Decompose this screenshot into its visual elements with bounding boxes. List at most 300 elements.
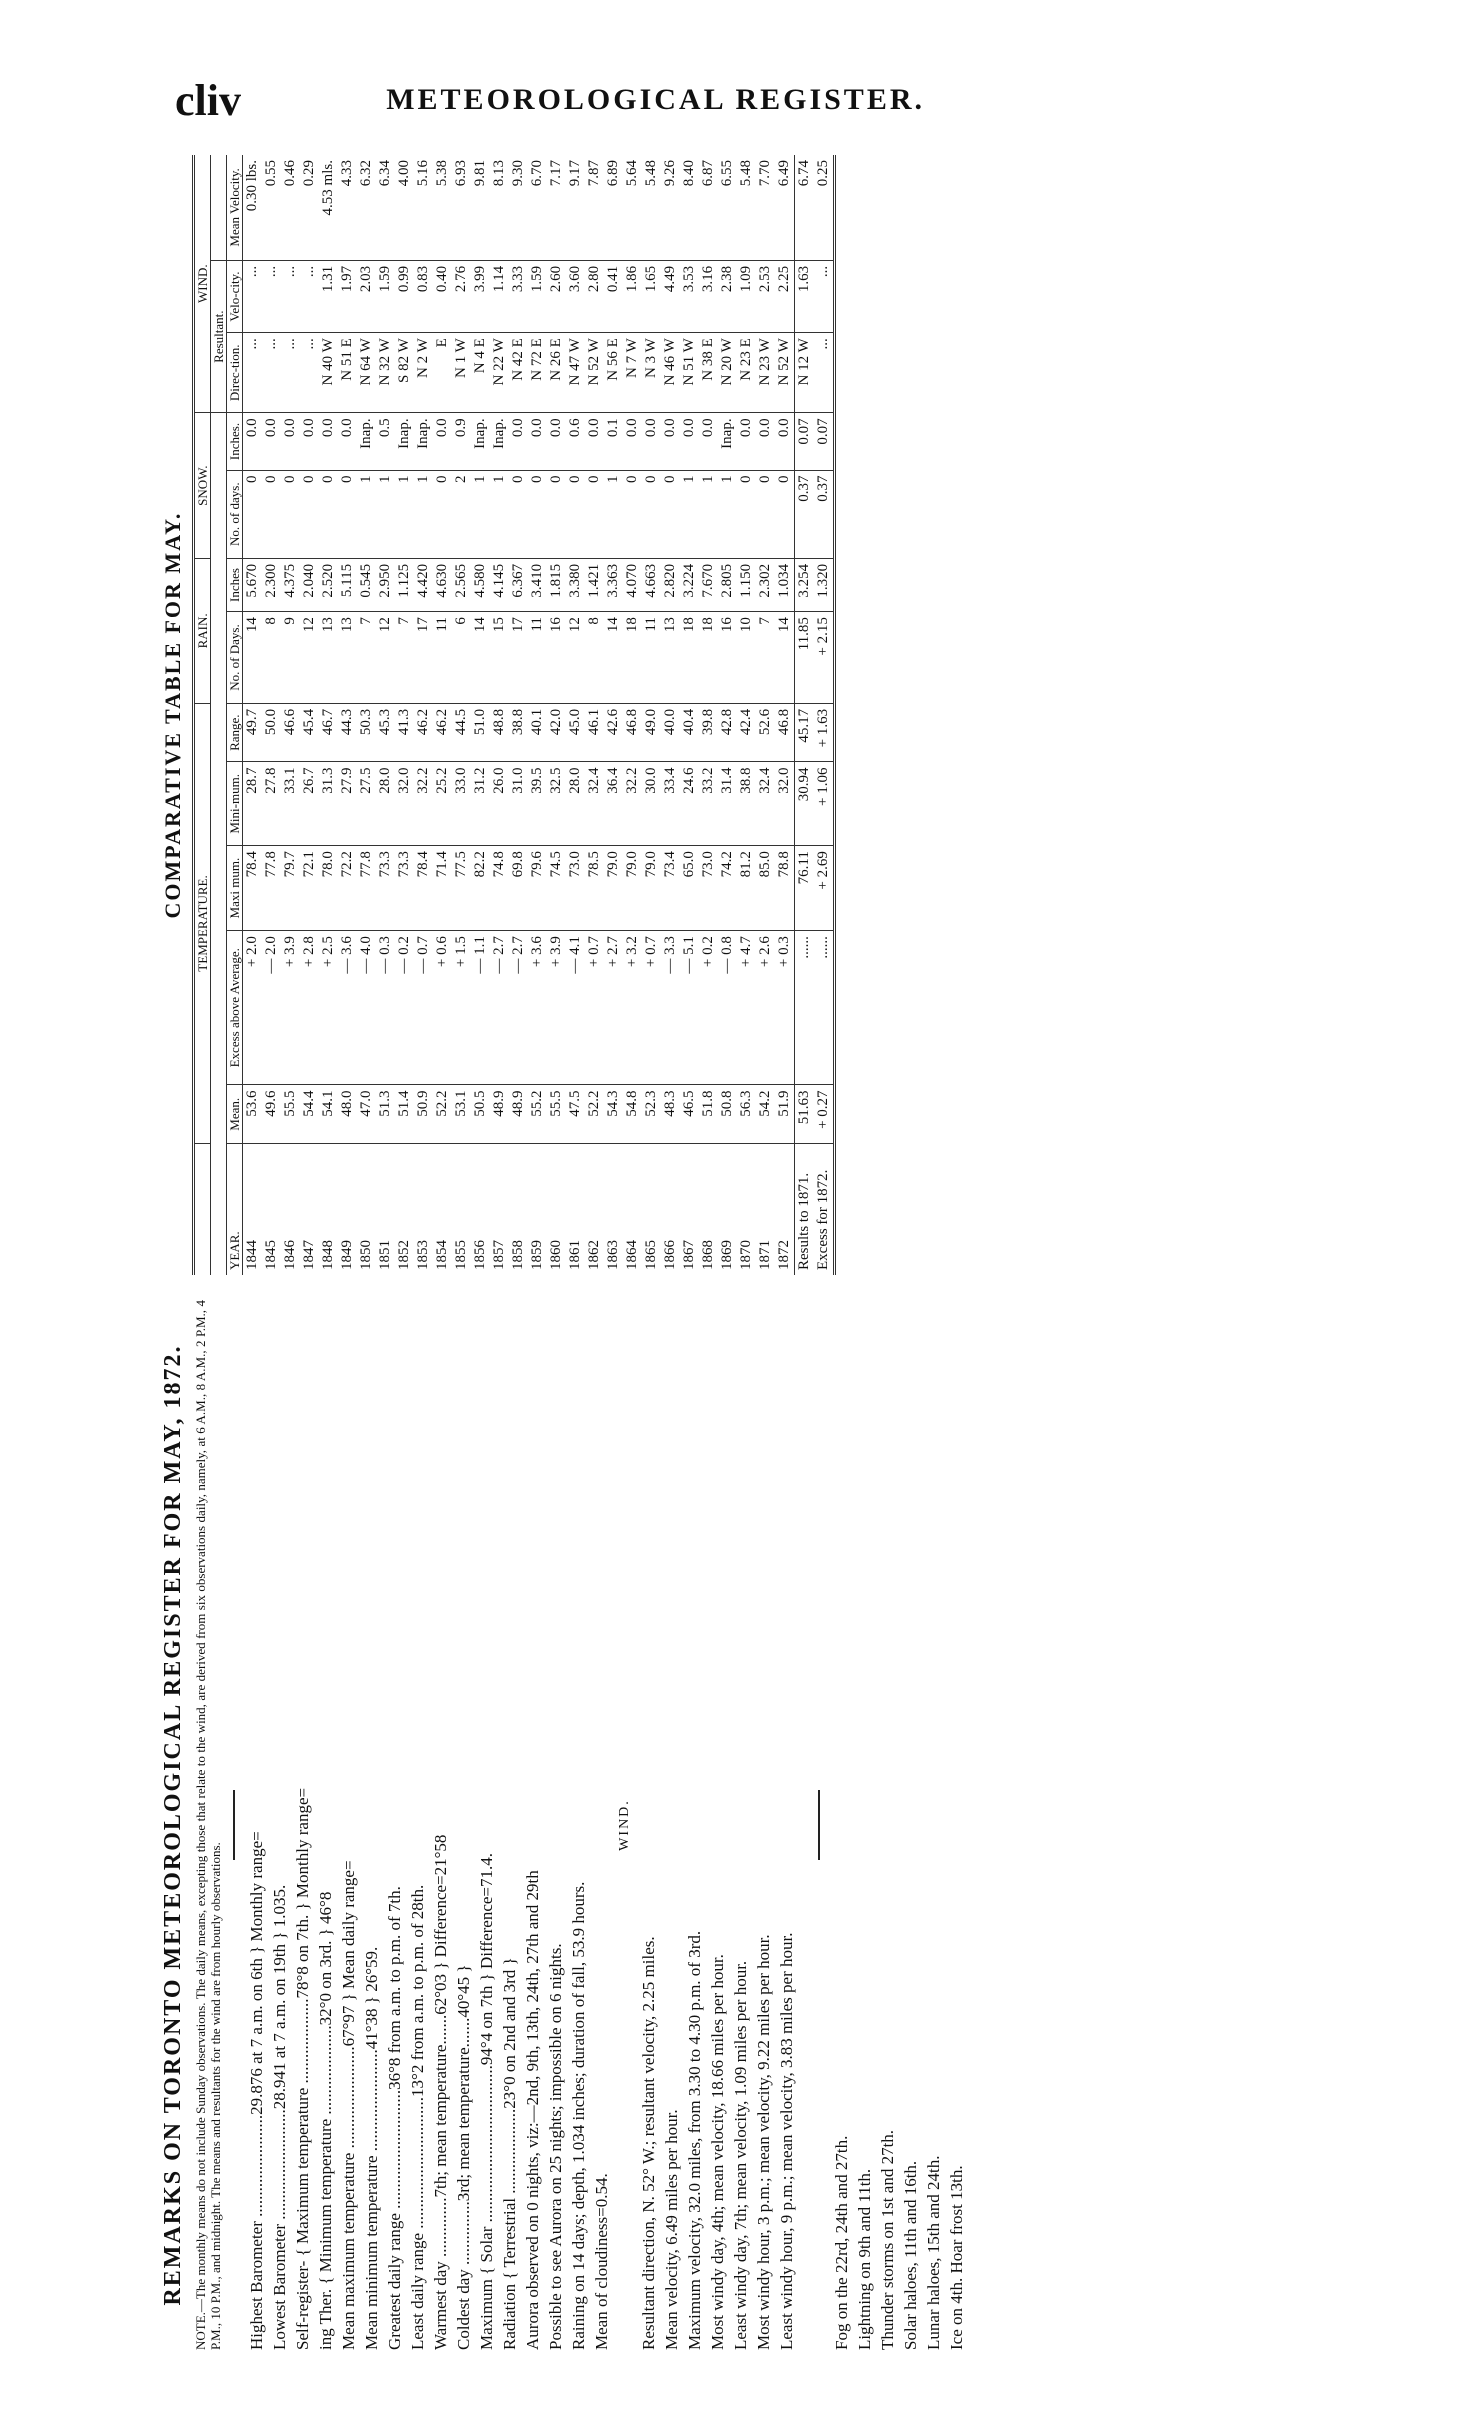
remark-line: Mean velocity, 6.49 miles per hour. <box>662 2109 681 2350</box>
cell-range: 44.5 <box>452 703 471 762</box>
cell-range: 39.8 <box>699 703 718 762</box>
cell-rain-days: 13 <box>338 612 357 704</box>
cell-excess-above-average: — 1.1 <box>471 931 490 1085</box>
remark-line: Possible to see Aurora on 25 nights; impossible on 6 nights. <box>546 1943 565 2350</box>
column-header-mean: Mean. <box>227 1085 243 1144</box>
cell-year: 1869 <box>719 1240 735 1270</box>
cell-wind-direction: ... <box>243 333 263 413</box>
cell-year: 1855 <box>453 1240 469 1270</box>
table-row <box>338 155 357 1275</box>
cell-year: 1848 <box>320 1240 336 1270</box>
cell-range: 45.4 <box>300 703 319 762</box>
cell-minimum: + 1.06 <box>814 762 835 846</box>
cell-mean: 46.5 <box>680 1085 699 1144</box>
cell-wind-direction: N 51 E <box>338 333 357 413</box>
cell-snow-inches: 0.0 <box>756 413 775 470</box>
cell-range: 46.7 <box>319 703 338 762</box>
cell-range: 49.0 <box>642 703 661 762</box>
cell-snow-days: 1 <box>414 470 433 558</box>
cell-rain-inches: 2.805 <box>718 558 737 611</box>
remark-line: Lunar haloes, 15th and 24th. <box>924 2155 943 2350</box>
cell-range: 51.0 <box>471 703 490 762</box>
cell-wind-velocity: ... <box>281 260 300 332</box>
cell-rain-days: 8 <box>585 612 604 704</box>
cell-minimum: 32.2 <box>414 762 433 846</box>
cell-maximum: 78.4 <box>414 846 433 931</box>
cell-maximum: 73.4 <box>661 846 680 931</box>
cell-rain-inches: 4.420 <box>414 558 433 611</box>
cell-snow-days: 1 <box>699 470 718 558</box>
table-row <box>357 155 376 1275</box>
cell-year: 1847 <box>301 1240 317 1270</box>
cell-mean: 47.5 <box>566 1085 585 1144</box>
cell-mean-velocity: 5.64 <box>623 155 642 260</box>
cell-range: 50.0 <box>262 703 281 762</box>
cell-wind-velocity: 2.53 <box>756 260 775 332</box>
cell-wind-velocity: 0.40 <box>433 260 452 332</box>
cell-snow-inches: 0.0 <box>528 413 547 470</box>
cell-snow-inches: 0.9 <box>452 413 471 470</box>
cell-excess-above-average: — 2.0 <box>262 931 281 1085</box>
cell-rain-inches: 4.580 <box>471 558 490 611</box>
comparative-table-section <box>160 155 1320 1275</box>
cell-excess-above-average: + 4.7 <box>737 931 756 1085</box>
remark-line: Least daily range ...............................13°2 from a.m. to p.m. of 28th. <box>408 1884 427 2350</box>
cell-wind-velocity: 1.09 <box>737 260 756 332</box>
cell-rain-inches: 1.815 <box>547 558 566 611</box>
cell-wind-direction: N 38 E <box>699 333 718 413</box>
column-header-rain-inches: Inches <box>227 558 243 611</box>
cell-rain-inches: 2.302 <box>756 558 775 611</box>
cell-snow-inches: 0.5 <box>376 413 395 470</box>
cell-mean-velocity: 6.32 <box>357 155 376 260</box>
column-header-wind-velocity: Velo-city. <box>227 260 243 332</box>
cell-minimum: 32.2 <box>623 762 642 846</box>
cell-wind-velocity: 1.65 <box>642 260 661 332</box>
cell-range: 40.0 <box>661 703 680 762</box>
cell-mean-velocity: 4.33 <box>338 155 357 260</box>
remark-line: Aurora observed on 0 nights, viz:—2nd, 9th, 13th, 24th, 27th and 29th <box>523 1870 542 2350</box>
remark-line: Maximum { Solar .....................................94°4 on 7th } Difference=71.4. <box>477 1852 496 2350</box>
cell-wind-direction: N 32 W <box>376 333 395 413</box>
column-header-snow-days: No. of days. <box>227 470 243 558</box>
cell-wind-direction: ... <box>814 333 835 413</box>
cell-mean: 48.9 <box>509 1085 528 1144</box>
cell-wind-direction: N 7 W <box>623 333 642 413</box>
cell-snow-days: 0 <box>585 470 604 558</box>
column-header-maximum: Maxi mum. <box>227 846 243 931</box>
cell-rain-inches: 1.421 <box>585 558 604 611</box>
cell-wind-direction: N 22 W <box>490 333 509 413</box>
cell-snow-days: 1 <box>471 470 490 558</box>
cell-mean: 51.8 <box>699 1085 718 1144</box>
cell-minimum: 27.8 <box>262 762 281 846</box>
cell-snow-days: 2 <box>452 470 471 558</box>
cell-snow-inches: 0.0 <box>319 413 338 470</box>
cell-mean-velocity: 7.17 <box>547 155 566 260</box>
cell-excess-above-average: — 4.1 <box>566 931 585 1085</box>
cell-minimum: 27.5 <box>357 762 376 846</box>
cell-mean-velocity: 4.00 <box>395 155 414 260</box>
cell-mean-velocity: 6.55 <box>718 155 737 260</box>
cell-snow-days: 1 <box>376 470 395 558</box>
cell-snow-days: 0 <box>300 470 319 558</box>
cell-wind-direction: N 1 W <box>452 333 471 413</box>
cell-range: 38.8 <box>509 703 528 762</box>
remark-line: Maximum velocity, 32.0 miles, from 3.30 to 4.30 p.m. of 3rd. <box>685 1930 704 2350</box>
column-header-mean-velocity: Mean Velocity. <box>227 155 243 260</box>
cell-rain-days: + 2.15 <box>814 612 835 704</box>
cell-snow-days: 0 <box>243 470 263 558</box>
cell-mean: 54.8 <box>623 1085 642 1144</box>
remarks-note: NOTE.—The monthly means do not include Sunday observations. The daily means, excepting those that relate to the wind, are derived from six observations daily, namely, at 6 A.M., 8 A.M., 2 P.M., 4 P.M., 10 P.M., and midnight. The means and resultants for the wind are from hourly observations. <box>193 1300 223 2350</box>
remark-line: Mean maximum temperature ........................67°97 } Mean daily range= <box>339 1860 358 2350</box>
cell-maximum: 71.4 <box>433 846 452 931</box>
excess-row <box>814 155 835 1275</box>
cell-minimum: 28.0 <box>376 762 395 846</box>
cell-mean: 54.3 <box>604 1085 623 1144</box>
cell-excess-above-average: — 3.6 <box>338 931 357 1085</box>
cell-snow-inches: Inap. <box>357 413 376 470</box>
cell-mean: 48.3 <box>661 1085 680 1144</box>
cell-wind-direction: N 47 W <box>566 333 585 413</box>
remark-line: Least windy hour, 9 p.m.; mean velocity, 3.83 miles per hour. <box>777 1932 796 2350</box>
cell-wind-velocity: 3.53 <box>680 260 699 332</box>
cell-rain-inches: 5.670 <box>243 558 263 611</box>
remark-line: Most windy day, 4th; mean velocity, 18.66 miles per hour. <box>708 1954 727 2350</box>
cell-excess-above-average: + 3.9 <box>281 931 300 1085</box>
cell-maximum: 78.5 <box>585 846 604 931</box>
cell-maximum: 77.8 <box>262 846 281 931</box>
cell-year: 1871 <box>757 1240 773 1270</box>
cell-mean: 52.2 <box>433 1085 452 1144</box>
cell-year: 1863 <box>605 1240 621 1270</box>
cell-snow-inches: 0.0 <box>547 413 566 470</box>
remark-line: ing Ther. { Minimum temperature .....................32°0 on 3rd. } 46°8 <box>316 1891 335 2350</box>
comparative-table-title: COMPARATIVE TABLE FOR MAY. <box>160 511 185 919</box>
cell-snow-days: 1 <box>680 470 699 558</box>
cell-range: 40.4 <box>680 703 699 762</box>
cell-minimum: 38.8 <box>737 762 756 846</box>
cell-excess-above-average: + 0.2 <box>699 931 718 1085</box>
cell-snow-inches: 0.0 <box>281 413 300 470</box>
temperature-group-header: TEMPERATURE. <box>194 703 211 1143</box>
cell-rain-days: 7 <box>395 612 414 704</box>
cell-range: 41.3 <box>395 703 414 762</box>
cell-mean-velocity: 7.70 <box>756 155 775 260</box>
cell-year: 1870 <box>738 1240 754 1270</box>
cell-rain-inches: 1.034 <box>775 558 795 611</box>
cell-wind-velocity: ... <box>243 260 263 332</box>
cell-rain-inches: 2.565 <box>452 558 471 611</box>
cell-snow-days: 0 <box>281 470 300 558</box>
remarks-title: REMARKS ON TORONTO METEOROLOGICAL REGISTER FOR MAY, 1872. <box>160 1344 186 2306</box>
cell-range: 45.0 <box>566 703 585 762</box>
cell-minimum: 36.4 <box>604 762 623 846</box>
cell-minimum: 33.4 <box>661 762 680 846</box>
cell-wind-direction: S 82 W <box>395 333 414 413</box>
cell-mean: 53.6 <box>243 1085 263 1144</box>
column-header-wind-direction: Direc-tion. <box>227 333 243 413</box>
cell-minimum: 28.7 <box>243 762 263 846</box>
cell-rain-days: 13 <box>319 612 338 704</box>
cell-wind-velocity: 1.86 <box>623 260 642 332</box>
cell-range: 45.17 <box>795 703 815 762</box>
cell-wind-direction: N 56 E <box>604 333 623 413</box>
remark-line: Radiation { Terrestrial ....................23°0 on 2nd and 3rd } <box>500 1957 519 2350</box>
cell-snow-days: 0 <box>756 470 775 558</box>
cell-mean: + 0.27 <box>814 1085 835 1144</box>
cell-mean-velocity: 8.13 <box>490 155 509 260</box>
cell-rain-days: 12 <box>566 612 585 704</box>
cell-mean: 50.8 <box>718 1085 737 1144</box>
cell-year: 1864 <box>624 1240 640 1270</box>
cell-year: 1865 <box>643 1240 659 1270</box>
snow-group-header: SNOW. <box>194 413 211 558</box>
cell-wind-velocity: ... <box>262 260 281 332</box>
cell-rain-inches: 1.125 <box>395 558 414 611</box>
table-row <box>490 155 509 1275</box>
cell-snow-inches: Inap. <box>718 413 737 470</box>
cell-snow-days: 1 <box>604 470 623 558</box>
cell-range: 42.0 <box>547 703 566 762</box>
remarks-lines <box>245 1300 613 2350</box>
cell-range: 45.3 <box>376 703 395 762</box>
cell-mean: 50.9 <box>414 1085 433 1144</box>
cell-year: 1853 <box>415 1240 431 1270</box>
cell-year: 1861 <box>567 1240 583 1270</box>
cell-minimum: 30.0 <box>642 762 661 846</box>
table-row <box>395 155 414 1275</box>
cell-year: 1859 <box>529 1240 545 1270</box>
cell-year: 1854 <box>434 1240 450 1270</box>
table-body <box>243 155 835 1275</box>
cell-rain-inches: 4.070 <box>623 558 642 611</box>
cell-snow-inches: 0.0 <box>680 413 699 470</box>
cell-mean-velocity: 6.93 <box>452 155 471 260</box>
table-row <box>775 155 795 1275</box>
table-row <box>623 155 642 1275</box>
cell-mean-velocity: 9.17 <box>566 155 585 260</box>
cell-snow-days: 0 <box>319 470 338 558</box>
cell-snow-days: 0 <box>509 470 528 558</box>
cell-rain-days: 8 <box>262 612 281 704</box>
remark-line: Lightning on 9th and 11th. <box>855 2168 874 2350</box>
cell-wind-velocity: 1.59 <box>376 260 395 332</box>
table-row <box>452 155 471 1275</box>
cell-range: + 1.63 <box>814 703 835 762</box>
table-row <box>300 155 319 1275</box>
cell-snow-days: 0 <box>642 470 661 558</box>
spacer <box>798 1300 810 2350</box>
cell-mean-velocity: 5.48 <box>642 155 661 260</box>
cell-snow-days: 0.37 <box>814 470 835 558</box>
cell-wind-direction: N 12 W <box>795 333 815 413</box>
cell-year: 1852 <box>396 1240 412 1270</box>
cell-snow-inches: 0.1 <box>604 413 623 470</box>
cell-excess-above-average: + 2.5 <box>319 931 338 1085</box>
cell-rain-inches: 7.670 <box>699 558 718 611</box>
cell-mean-velocity: 5.16 <box>414 155 433 260</box>
cell-minimum: 26.7 <box>300 762 319 846</box>
cell-snow-inches: 0.0 <box>243 413 263 470</box>
cell-snow-days: 0 <box>338 470 357 558</box>
cell-minimum: 33.2 <box>699 762 718 846</box>
cell-maximum: 79.0 <box>642 846 661 931</box>
cell-rain-days: 6 <box>452 612 471 704</box>
cell-range: 46.8 <box>623 703 642 762</box>
cell-mean-velocity: 6.34 <box>376 155 395 260</box>
cell-wind-direction: N 46 W <box>661 333 680 413</box>
cell-rain-days: 14 <box>243 612 263 704</box>
cell-snow-days: 1 <box>395 470 414 558</box>
cell-wind-velocity: 2.80 <box>585 260 604 332</box>
cell-rain-days: 7 <box>357 612 376 704</box>
cell-wind-velocity: 1.31 <box>319 260 338 332</box>
table-row <box>585 155 604 1275</box>
cell-rain-days: 18 <box>699 612 718 704</box>
cell-snow-inches: 0.0 <box>699 413 718 470</box>
cell-mean: 55.5 <box>281 1085 300 1144</box>
cell-minimum: 32.0 <box>775 762 795 846</box>
cell-snow-days: 0 <box>737 470 756 558</box>
cell-rain-inches: 4.630 <box>433 558 452 611</box>
rain-group-header: RAIN. <box>194 558 211 703</box>
cell-range: 46.2 <box>433 703 452 762</box>
cell-mean-velocity: 0.55 <box>262 155 281 260</box>
cell-mean: 55.2 <box>528 1085 547 1144</box>
cell-minimum: 28.0 <box>566 762 585 846</box>
cell-maximum: 73.3 <box>395 846 414 931</box>
cell-mean: 55.5 <box>547 1085 566 1144</box>
cell-maximum: 81.2 <box>737 846 756 931</box>
cell-maximum: 74.2 <box>718 846 737 931</box>
cell-wind-direction: N 26 E <box>547 333 566 413</box>
cell-snow-inches: 0.07 <box>795 413 815 470</box>
wind-lines <box>637 1300 798 2350</box>
cell-mean: 47.0 <box>357 1085 376 1144</box>
cell-mean: 52.2 <box>585 1085 604 1144</box>
cell-rain-days: 11 <box>433 612 452 704</box>
cell-range: 46.2 <box>414 703 433 762</box>
cell-range: 42.8 <box>718 703 737 762</box>
subgroup-header-spacer <box>211 413 227 1275</box>
cell-minimum: 31.4 <box>718 762 737 846</box>
cell-wind-velocity: 4.49 <box>661 260 680 332</box>
cell-wind-direction: N 52 W <box>775 333 795 413</box>
cell-rain-days: 14 <box>775 612 795 704</box>
cell-rain-days: 16 <box>718 612 737 704</box>
cell-mean: 51.3 <box>376 1085 395 1144</box>
cell-minimum: 33.0 <box>452 762 471 846</box>
cell-excess-above-average: — 0.3 <box>376 931 395 1085</box>
remark-line: Mean of cloudiness=0.54. <box>592 2173 611 2350</box>
divider <box>233 1790 235 1860</box>
remark-line: Greatest daily range ............................36°8 from a.m. to p.m. of 7th. <box>385 1886 404 2350</box>
cell-minimum: 24.6 <box>680 762 699 846</box>
cell-year: 1845 <box>263 1240 279 1270</box>
group-header-row <box>194 155 211 1275</box>
cell-wind-direction: N 42 E <box>509 333 528 413</box>
cell-excess-above-average: + 2.6 <box>756 931 775 1085</box>
cell-wind-direction: N 3 W <box>642 333 661 413</box>
cell-rain-days: 7 <box>756 612 775 704</box>
cell-rain-inches: 3.380 <box>566 558 585 611</box>
cell-excess-above-average: ...... <box>814 931 835 1085</box>
cell-minimum: 32.5 <box>547 762 566 846</box>
cell-year: 1860 <box>548 1240 564 1270</box>
cell-mean: 48.0 <box>338 1085 357 1144</box>
cell-excess-above-average: + 2.8 <box>300 931 319 1085</box>
cell-excess-above-average: + 0.7 <box>585 931 604 1085</box>
cell-maximum: 78.4 <box>243 846 263 931</box>
table-row <box>262 155 281 1275</box>
table-row <box>281 155 300 1275</box>
remarks-section <box>160 1300 1320 2350</box>
cell-mean: 56.3 <box>737 1085 756 1144</box>
cell-excess-above-average: — 3.3 <box>661 931 680 1085</box>
cell-year: 1846 <box>282 1240 298 1270</box>
cell-rain-inches: 2.300 <box>262 558 281 611</box>
cell-snow-inches: 0.6 <box>566 413 585 470</box>
cell-snow-inches: Inap. <box>395 413 414 470</box>
table-row <box>566 155 585 1275</box>
table-row <box>433 155 452 1275</box>
cell-snow-days: 0 <box>528 470 547 558</box>
cell-mean: 48.9 <box>490 1085 509 1144</box>
cell-rain-inches: 2.950 <box>376 558 395 611</box>
cell-excess-above-average: + 0.6 <box>433 931 452 1085</box>
cell-rain-inches: 2.040 <box>300 558 319 611</box>
cell-maximum: 74.8 <box>490 846 509 931</box>
cell-excess-above-average: ...... <box>795 931 815 1085</box>
cell-mean-velocity: 6.87 <box>699 155 718 260</box>
cell-maximum: 73.0 <box>699 846 718 931</box>
cell-mean: 49.6 <box>262 1085 281 1144</box>
cell-wind-direction: N 2 W <box>414 333 433 413</box>
cell-wind-velocity: 2.38 <box>718 260 737 332</box>
cell-snow-days: 0 <box>547 470 566 558</box>
cell-mean-velocity: 6.49 <box>775 155 795 260</box>
cell-excess-above-average: + 2.7 <box>604 931 623 1085</box>
cell-minimum: 26.0 <box>490 762 509 846</box>
cell-range: 46.8 <box>775 703 795 762</box>
cell-mean-velocity: 0.30 lbs. <box>243 155 263 260</box>
cell-mean-velocity: 8.40 <box>680 155 699 260</box>
cell-wind-velocity: 3.60 <box>566 260 585 332</box>
cell-excess-above-average: — 2.7 <box>509 931 528 1085</box>
cell-snow-inches: 0.0 <box>737 413 756 470</box>
column-header-range: Range. <box>227 703 243 762</box>
table-row <box>642 155 661 1275</box>
cell-snow-days: 0 <box>566 470 585 558</box>
cell-minimum: 33.1 <box>281 762 300 846</box>
cell-minimum: 27.9 <box>338 762 357 846</box>
cell-wind-direction: ... <box>300 333 319 413</box>
wind-heading: WIND. <box>617 1799 632 1851</box>
cell-year: Results to 1871. <box>795 1144 815 1275</box>
cell-mean-velocity: 5.48 <box>737 155 756 260</box>
cell-range: 44.3 <box>338 703 357 762</box>
cell-excess-above-average: + 3.6 <box>528 931 547 1085</box>
cell-rain-inches: 1.320 <box>814 558 835 611</box>
cell-excess-above-average: + 0.3 <box>775 931 795 1085</box>
cell-maximum: 72.1 <box>300 846 319 931</box>
cell-wind-direction: N 40 W <box>319 333 338 413</box>
subgroup-header-row <box>211 155 227 1275</box>
cell-wind-direction: N 4 E <box>471 333 490 413</box>
remark-line: Lowest Barometer ..........................28.941 at 7 a.m. on 19th } 1.035. <box>270 1884 289 2350</box>
